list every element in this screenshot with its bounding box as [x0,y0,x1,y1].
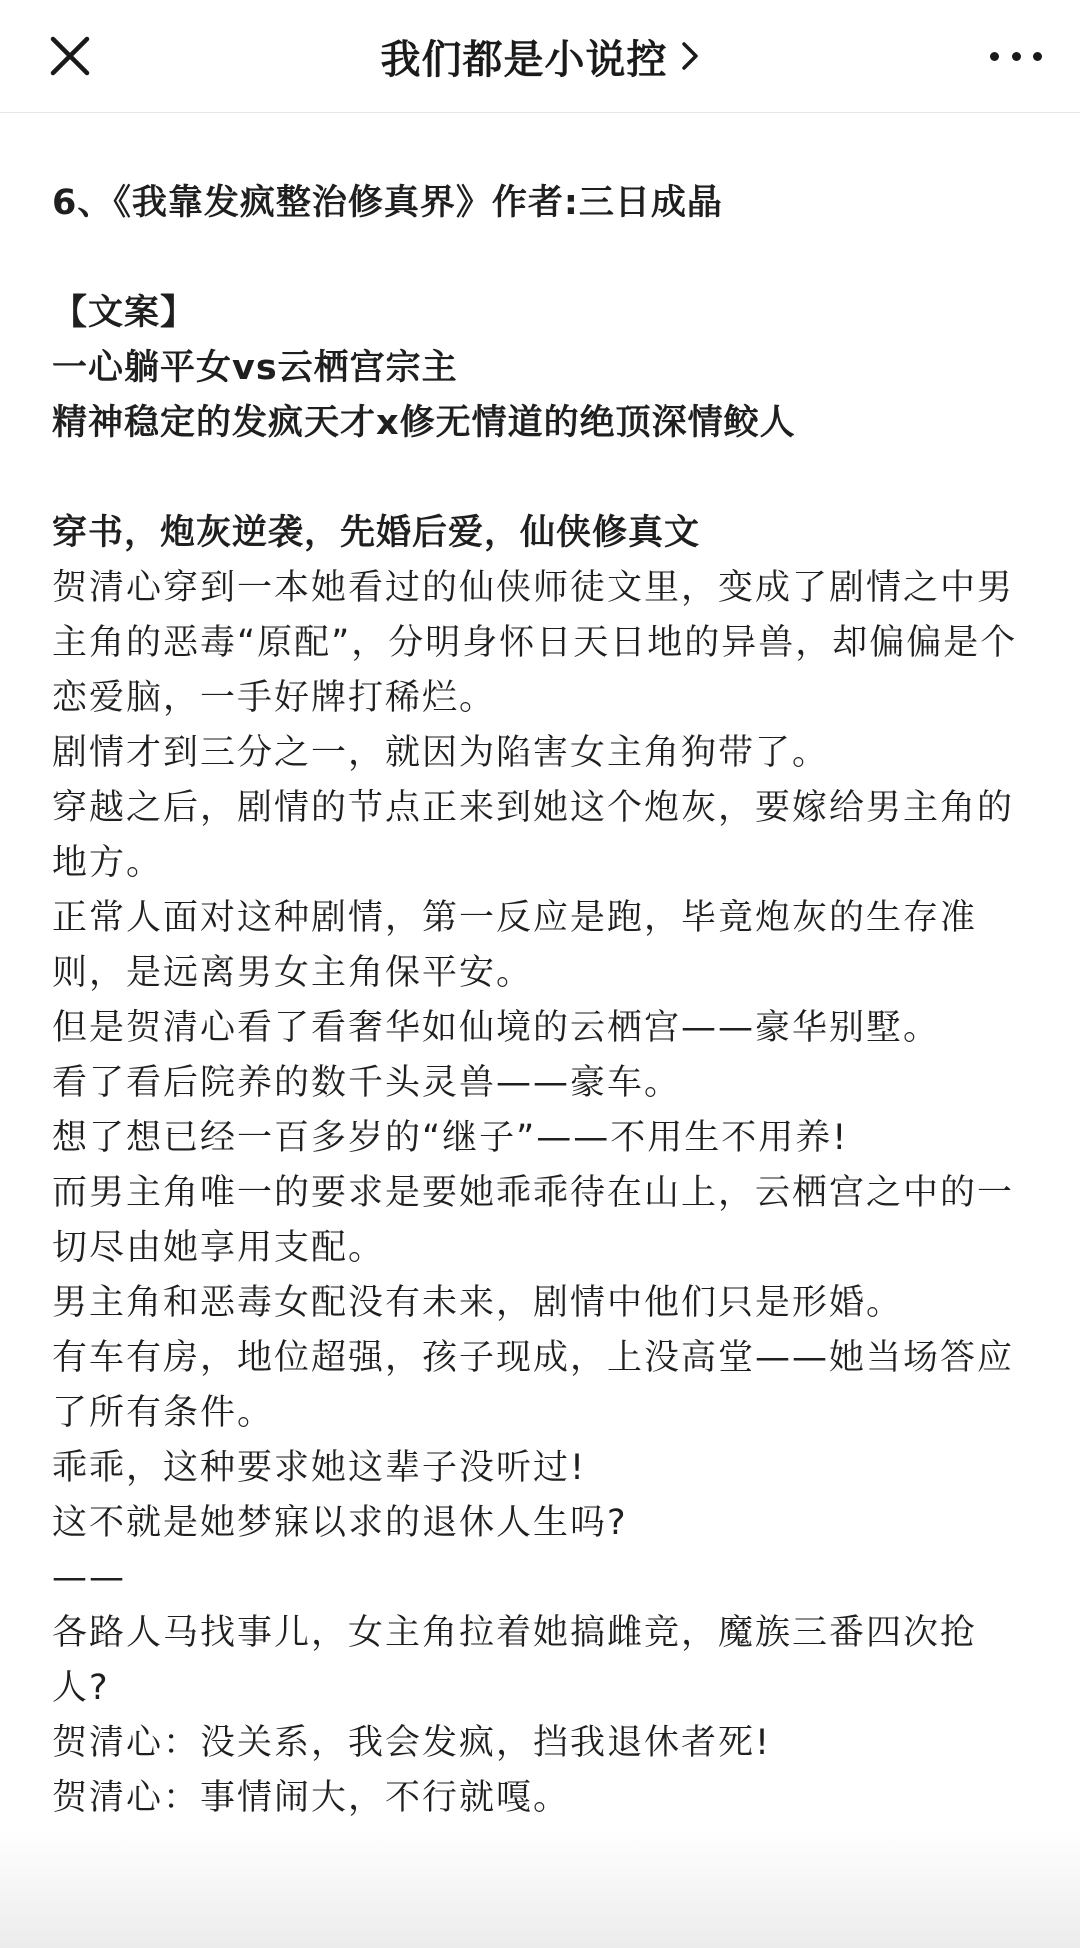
paragraph-line: 男主角和恶毒女配没有未来，剧情中他们只是形婚。 [52,1283,904,1323]
close-icon [44,30,96,82]
paragraph-line: 有车有房，地位超强，孩子现成，上没高堂——她当场答应 [52,1338,1015,1378]
paragraph-line: 各路人马找事儿，女主角拉着她搞雌竞，魔族三番四次抢 [52,1613,978,1653]
paragraph-line: 剧情才到三分之一，就因为陷害女主角狗带了。 [52,733,830,773]
paragraph-line: 恋爱脑，一手好牌打稀烂。 [52,678,497,718]
paragraph-line: 了所有条件。 [52,1393,275,1433]
chevron-right-icon [680,40,700,72]
paragraph-line: 这不就是她梦寐以求的退休人生吗? [52,1503,628,1543]
article-body [52,176,1042,1826]
top-navigation-bar [0,0,1080,113]
paragraph-line: 看了看后院养的数千头灵兽——豪车。 [52,1063,682,1103]
section-divider: —— [52,1558,126,1598]
paragraph-line: 贺清心：事情闹大，不行就嘎。 [52,1778,571,1818]
more-horizontal-icon [1033,52,1042,61]
book-heading: 6、《我靠发疯整治修真界》作者:三日成晶 [52,183,723,223]
bottom-fade-overlay [0,1828,1080,1948]
paragraph-line: 贺清心穿到一本她看过的仙侠师徒文里，变成了剧情之中男 [52,568,1015,608]
tagline: 一心躺平女vs云栖宫宗主 [52,348,458,388]
paragraph-line: 贺清心：没关系，我会发疯，挡我退休者死! [52,1723,772,1763]
paragraph-line: 人? [52,1668,110,1708]
account-title-link[interactable] [381,28,700,85]
spacer [52,231,1042,286]
paragraph-line: 穿越之后，剧情的节点正来到她这个炮灰，要嫁给男主角的 [52,788,1015,828]
more-options-button[interactable] [990,40,1042,72]
paragraph-line: 主角的恶毒“原配”，分明身怀日天日地的异兽，却偏偏是个 [52,623,1018,663]
close-button[interactable] [44,30,96,82]
more-horizontal-icon [1012,52,1021,61]
paragraph-line: 则，是远离男女主角保平安。 [52,953,534,993]
genre-tags: 穿书，炮灰逆袭，先婚后爱，仙侠修真文 [52,513,701,553]
paragraph-line: 切尽由她享用支配。 [52,1228,386,1268]
paragraph-line: 但是贺清心看了看奢华如仙境的云栖宫——豪华别墅。 [52,1008,941,1048]
spacer [52,451,1042,506]
page-title: 我们都是小说控 [380,36,668,83]
more-horizontal-icon [990,52,999,61]
paragraph-line: 地方。 [52,843,164,883]
section-label: 【文案】 [52,293,197,333]
paragraph-line: 而男主角唯一的要求是要她乖乖待在山上，云栖宫之中的一 [52,1173,1015,1213]
paragraph-line: 想了想已经一百多岁的“继子”——不用生不用养! [52,1118,849,1158]
paragraph-line: 乖乖，这种要求她这辈子没听过! [52,1448,587,1488]
paragraph-line: 正常人面对这种剧情，第一反应是跑，毕竟炮灰的生存准 [52,898,978,938]
tagline: 精神稳定的发疯天才x修无情道的绝顶深情鲛人 [52,403,796,443]
